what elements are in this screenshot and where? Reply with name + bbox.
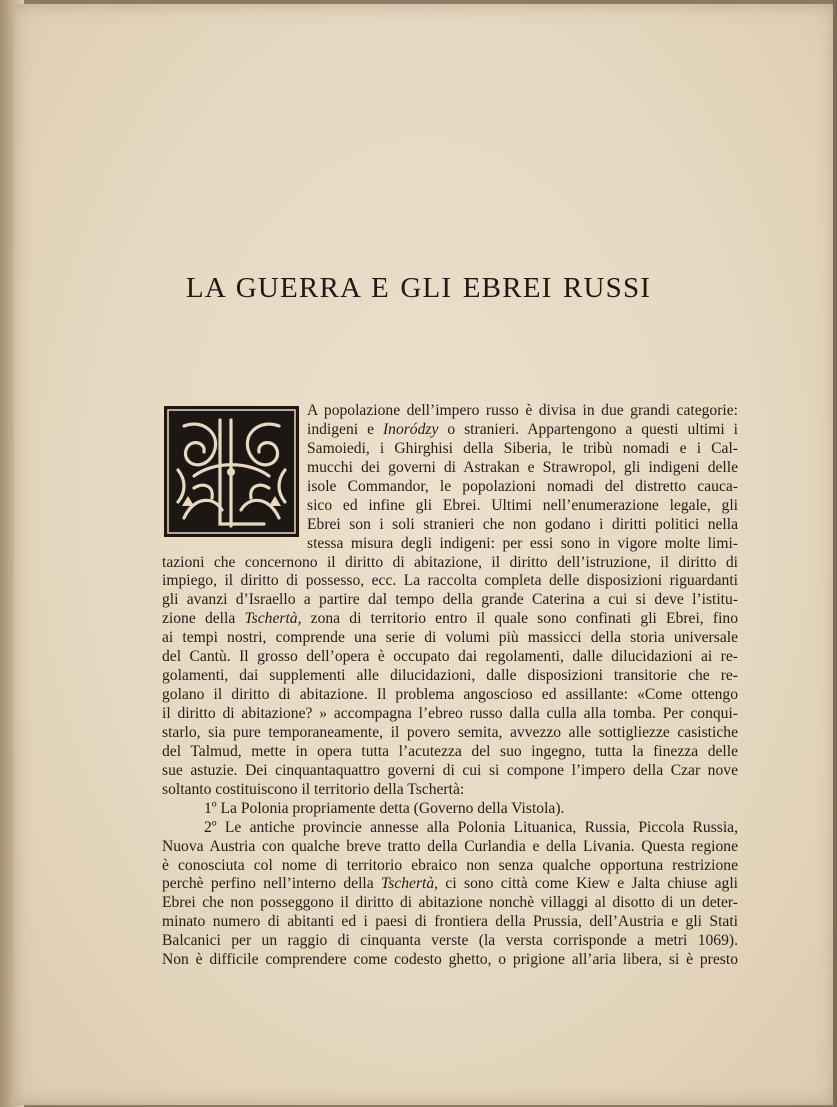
body-line: soltanto costituiscono il territorio della Tschertà:	[162, 780, 465, 798]
body-line: tazioni che concernono il diritto di abitazione, il diritto dell’istruzione, il diritto di	[162, 553, 738, 571]
body-line: impiego, il diritto di possesso, ecc. La raccolta completa delle disposizioni riguardanti	[162, 572, 738, 590]
body-line: gli avanzi d’Israello a partire dal tempo della grande Caterina a cui si deve l’istitu-	[162, 591, 738, 609]
body-line: Samoiedi, i Ghirghisi della Siberia, le tribù nomadi e i Cal-	[307, 439, 738, 457]
page-edge-right	[833, 0, 837, 1107]
body-line: ai tempi nostri, comprende una serie di volumi più massicci della storia universale	[162, 629, 738, 647]
article-body	[162, 402, 738, 970]
article-title: LA GUERRA E GLI EBREI RUSSI	[185, 272, 652, 304]
body-line: mucchi dei governi di Astrakan e Strawropol, gli indigeni delle	[307, 458, 738, 476]
body-line: golano il diritto di abitazione. Il problema angoscioso ed assillante: «Come ottengo	[162, 686, 738, 704]
body-line: Nuova Austria con qualche breve tratto della Curlandia e della Livania. Questa regione	[162, 837, 738, 855]
body-line: A popolazione dell’impero russo è divisa in due grandi categorie:	[307, 402, 738, 419]
body-line: golamenti, dai supplementi alle dilucidazioni, dalle disposizioni transitorie che re-	[162, 667, 738, 685]
body-line: stessa misura degli indigeni: per essi sono in vigore molte limi-	[307, 534, 738, 552]
body-line: isole Commandor, le popolazioni nomadi del distretto cauca-	[307, 477, 738, 495]
body-line: starlo, sia pure temporaneamente, il povero semita, avvezzo alle sottigliezze casistiche	[162, 723, 738, 741]
list-item-2: 2º Le antiche provincie annesse alla Polonia Lituanica, Russia, Piccola Russia,	[204, 818, 738, 836]
body-line: indigeni e Inoródzy o stranieri. Appartengono a questi ultimi i	[307, 420, 738, 438]
body-line: zione della Tschertà, zona di territorio entro il quale sono confinati gli Ebrei, fino	[162, 610, 739, 628]
body-line: Ebrei son i soli stranieri che non godano i diritti politici nella	[307, 515, 738, 533]
list-item-1: 1º La Polonia propriamente detta (Governo della Vistola).	[204, 799, 565, 817]
body-line: è conosciuta col nome di territorio ebraico non senza qualche opportuna restrizione	[162, 856, 738, 874]
body-line: Balcanici per un raggio di cinquanta verste (la versta corrisponde a metri 1069).	[162, 932, 738, 950]
body-line: Non è difficile comprendere come codesto ghetto, o prigione all’aria libera, si è presto	[162, 951, 738, 969]
body-line: il diritto di abitazione? » accompagna l’ebreo russo dalla culla alla tomba. Per conqui-	[162, 705, 738, 722]
body-line: del Talmud, mette in opera tutta l’acutezza del suo ingegno, tutta la finezza delle	[162, 742, 738, 760]
body-line: del Cantù. Il grosso dell’opera è occupato dai regolamenti, dalle dilucidazioni ai re-	[162, 648, 738, 666]
body-line: perchè perfino nell’interno della Tschertà, ci sono città come Kiew e Jalta chiuse agli	[162, 875, 738, 893]
body-line: sico ed infine gli Ebrei. Ultimi nell’enumerazione legale, gli	[307, 496, 738, 514]
body-line: sue astuzie. Dei cinquantaquattro governi di cui si compone l’impero della Czar nove	[162, 761, 738, 779]
body-line: minato numero di abitanti ed i paesi di frontiera della Prussia, dell’Austria e gli Stati	[162, 913, 738, 931]
body-line: Ebrei che non posseggono il diritto di abitazione nonchè villaggi al disotto di un deter-	[162, 894, 738, 912]
